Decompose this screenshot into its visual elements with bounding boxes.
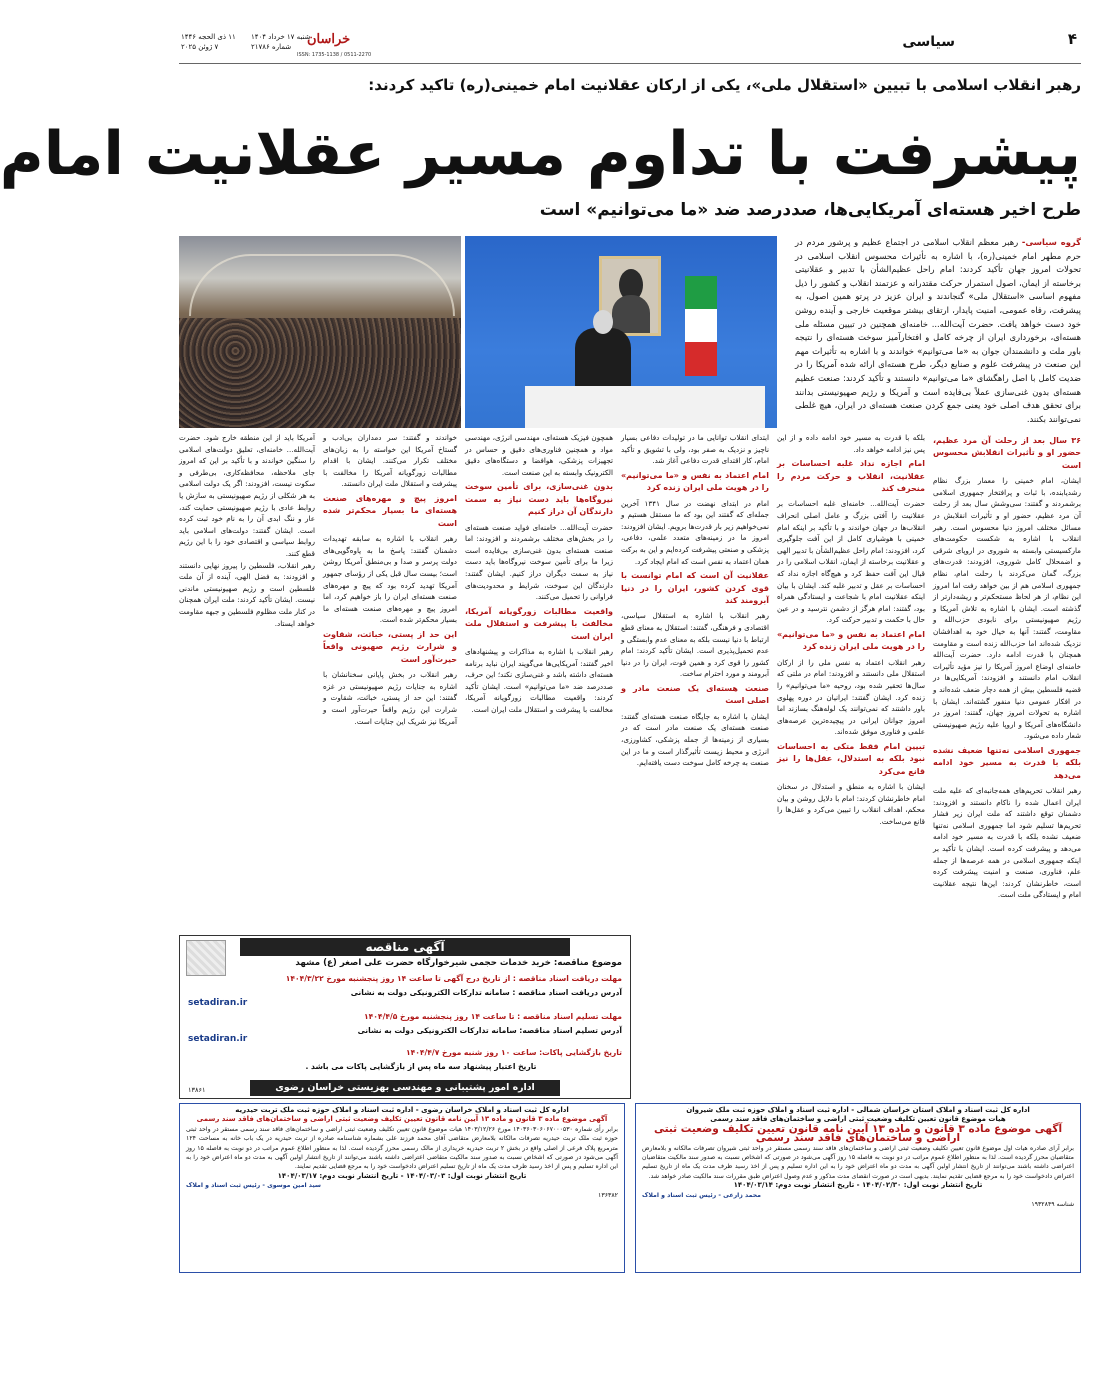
text-column-3 <box>621 432 769 928</box>
notice-dates: تاریخ انتشار نوبت اول: ۱۴۰۴/۰۲/۳۰ - تاریخ انتشار نوبت دوم: ۱۴۰۴/۰۳/۱۴ <box>733 1181 983 1190</box>
speaker-photo <box>465 236 777 428</box>
column-paragraph: ابتدای انقلاب توانایی ما در تولیدات دفاعی بسیار ناچیز و نزدیک به صفر بود، ولی با تشویق و تأکید امام، کار اقتدای قدرت دفاعی آغاز شد. <box>621 433 769 466</box>
registry-notice-right <box>635 1103 1081 1273</box>
column-paragraph: رهبر انقلاب اعتماد به نفس ملی را از ارکان استقلال ملی دانستند و افزودند: امام در ملتی که سال‌ها تحقیر شده بود، روحیه «ما می‌توانیم» را زنده کرد. ایشان گفتند: ایرانیان در دوره پهلوی باور داشتند که نمی‌توانند یک لوله‌هنگ بسازند اما امروز جوانان ایرانی در پیچیده‌ترین عرصه‌های علمی و فناوری موفق شده‌اند. <box>777 657 925 737</box>
ad-row: تاریخ بازگشایی پاکات: ساعت ۱۰ روز شنبه مورخ ۱۴۰۴/۴/۷ <box>405 1048 622 1057</box>
column-paragraph: رهبر انقلاب، فلسطین را پیروز نهایی دانستند و افزودند: به فضل الهی، آینده از آن ملت فلسطین است و رژیم صهیونیستی ماندنی نیست. ایشان تأکید کردند: ملت ایران همچنان در کنار ملت مظلوم فلسطین و جبهه مقاومت خواهد ایستاد. <box>179 560 315 628</box>
ad-title: آگهی مناقصه <box>240 938 570 956</box>
column-paragraph: رهبر انقلاب در بخش پایانی سخنانشان با اشاره به جنایات رژیم صهیونیستی در غزه گفتند: این حد از پستی، خباثت، شقاوت و شرارت این رژیم واقعاً حیرت‌آور است و آمریکا نیز شریک این جنایات است. <box>323 670 457 726</box>
notice-body: برابر رأی شماره ۱۴۰۳۶۰۳۰۶۰۶۷۰۰۰۵۳۰ مورخ ۱۴۰۳/۱۲/۲۶ هیات موضوع قانون تعیین تکلیف وضعیت ثبتی اراضی و ساختمان‌های فاقد سند رسمی مستقر در واحد ثبتی حوزه ثبت ملک تربت حیدریه تصرفات مالکانه بلامعارض متقاضی آقای محمد فرزند علی بشماره شناسنامه صادره از تربت حیدریه در یک باب خانه به مساحت ۱۲۴ مترمربع پلاک فرعی از اصلی واقع در بخش ۲ تربت حیدریه خریداری از مالک رسمی محرز گردیده است. لذا به منظور اطلاع عموم مراتب در دو نوبت به فاصله ۱۵ روز آگهی می‌شود در صورتی که اشخاص نسبت به صدور سند مالکیت متقاضی اعتراضی داشته باشند می‌توانند از تاریخ انتشار اولین آگهی به مدت دو ماه اعتراض خود را به این اداره تسلیم و پس از اخذ رسید ظرف مدت یک ماه از تاریخ تسلیم اعتراض دادخواست خود را به مرجع قضایی تقدیم نمایند. <box>186 1125 618 1171</box>
notice-signature: محمد زارعی - رئیس ثبت اسناد و املاک <box>642 1191 762 1199</box>
notice-dates: تاریخ انتشار نوبت اول: ۱۴۰۴/۰۳/۰۳ - تاریخ انتشار نوبت دوم: ۱۴۰۴/۰۳/۱۷ <box>277 1171 527 1180</box>
hijri-date: ۱۱ ذی الحجه ۱۴۴۶ <box>181 33 236 41</box>
notice-title: اداره کل ثبت اسناد و املاک خراسان رضوی - اداره ثبت اسناد و املاک حوزه ثبت ملک تربت حیدریه <box>235 1106 569 1114</box>
column-paragraph: رهبر انقلاب با اشاره به مذاکرات و پیشنهادهای اخیر گفتند: آمریکایی‌ها می‌گویند ایران نباید برنامه هسته‌ای داشته باشد و غنی‌سازی نکند؛ این حرف، صددرصد ضد «ما می‌توانیم» است. ایشان تأکید کردند: واقعیت مطالبات زورگویانه آمریکا، مخالفت با پیشرفت و استقلال ملت ایران است. <box>465 646 613 714</box>
column-subheading: بدون غنی‌سازی، برای تأمین سوخت نیروگاه‌ها باید دست نیاز به سمت دارندگان آن دراز کنیم <box>465 482 613 517</box>
text-column-4 <box>465 432 613 928</box>
column-paragraph: خواندند و گفتند: سر دمداران بی‌ادب و گستاخ آمریکا این خواسته را به زبان‌های مختلف تکرار می‌کنند. ایشان با اقدام مطالبات زورگویانه آمریکا را مخالفت با پیشرفت و استقلال ملت ایران دانستند. <box>323 433 457 489</box>
article-photo <box>179 236 777 428</box>
ad-row: تاریخ اعتبار پیشنهاد سه ماه پس از بازگشایی پاکات می باشد . <box>305 1062 537 1071</box>
notice-signature: سید امین موسوی - رئیس ثبت اسناد و املاک <box>186 1182 321 1190</box>
column-paragraph: رهبر انقلاب تحریم‌های همه‌جانبه‌ای که علیه ملت ایران اعمال شده را ناکام دانستند و افزودند: دشمنان توقع داشتند که ملت ایران زیر فشار تحریم‌ها تسلیم شود اما جمهوری اسلامی نه‌تنها ضعیف نشده بلکه با قدرت به مسیر خود ادامه می‌دهد و پیشرفت کرده است. ایشان با تأکید بر اینکه جمهوری اسلامی در همه عرصه‌ها از جمله علم، فناوری، صنعت و امنیت پیشرفت کرده است، خاطرنشان کردند: این‌ها نتیجه عقلانیت امام و ایستادگی ملت است. <box>933 786 1081 900</box>
column-subheading: عقلانیت آن است که امام توانست با قوی کردن کشور، ایران را در دنیا آبرومند کند <box>621 571 769 605</box>
column-subheading: امام اجازه نداد غلبه احساسات بر عقلانیت، انقلاب و حرکت مردم را منحرف کند <box>777 459 925 493</box>
ad-subject: موضوع مناقصه: خرید خدمات حجمی شیرخوارگاه حضرت علی اصغر (ع) مشهد <box>295 958 622 968</box>
article-lead <box>795 236 1081 424</box>
ad-footer: اداره امور پشتیبانی و مهندسی بهزیستی خراسان رضوی <box>250 1080 560 1096</box>
text-column-1 <box>933 432 1081 928</box>
page-number: ۴ <box>1067 30 1077 48</box>
column-subheading: امام اعتماد به نفس و «ما می‌توانیم» را در هویت ملی ایران زنده کرد <box>621 470 769 493</box>
column-paragraph: حضرت آیت‌الله... خامنه‌ای غلبه احساسات بر عقلانیت را آفتی بزرگ و عامل اصلی انحراف انقلاب‌ها در جهان خواندند و با تأکید بر اینکه امام خمینی با هوشیاری کامل از این آفت جلوگیری کرد، افزودند: امام راحل عظیم‌الشأن با تدبیر الهی و عقلانیت برخاسته از ایمان، انقلاب اسلامی را در قبال این آفت حفظ کرد و هیچ‌گاه اجازه نداد که احساسات بر عقل و تدبیر غلبه کند. ایشان با بیان اینکه عقلانیت امام با شجاعت و ایستادگی همراه بود، گفتند: امام هرگز از دشمن نترسید و در عین حال با حکمت و تدبیر حرکت کرد. <box>777 499 925 625</box>
column-paragraph: همچون فیزیک هسته‌ای، مهندسی انرژی، مهندسی مواد و همچنین فناوری‌های دقیق و حساس در تجهیزات پزشکی، هوافضا و دستگاه‌های دقیق الکترونیک وابسته به این صنعت است. <box>465 433 613 477</box>
alt-dates <box>181 32 236 52</box>
issue-number: شماره ۲۱۷۸۶ <box>251 43 292 51</box>
column-paragraph: ایشان با اشاره به منطق و استدلال در سخنان امام خاطرنشان کردند: امام با دلایل روشن و بیان محکم، اهداف انقلاب را تبیین می‌کرد و عقل‌ها را قانع می‌ساخت. <box>777 782 925 826</box>
ad-code: ۱۳۸۶۱ <box>188 1086 206 1094</box>
ad-row: مهلت دریافت اسناد مناقصه : از تاریخ درج آگهی تا ساعت ۱۴ روز پنجشنبه مورخ ۱۴۰۴/۳/۲۲ <box>285 974 622 983</box>
logo-subtitle: ISSN: 1735-1138 / 0511-2270 <box>297 52 372 58</box>
ad-url-link[interactable]: setadiran.ir <box>188 1034 248 1044</box>
org-logo-icon <box>186 940 226 976</box>
ad-row: مهلت تسلیم اسناد مناقصه : تا ساعت ۱۴ روز پنجشنبه مورخ ۱۴۰۴/۴/۵ <box>364 1012 622 1021</box>
column-subheading: امام اعتماد به نفس و «ما می‌توانیم» را در هویت ملی ایران زنده کرد <box>777 629 925 652</box>
column-subheading: ۳۶ سال بعد از رحلت آن مرد عظیم، حضور او و تأثیرات انقلابش محسوس است <box>933 436 1081 470</box>
column-subheading: جمهوری اسلامی نه‌تنها ضعیف نشده بلکه با قدرت به مسیر خود ادامه می‌دهد <box>933 745 1081 780</box>
issue-date: شنبه ۱۷ خرداد ۱۴۰۴ <box>251 33 311 41</box>
article-subhead: طرح اخیر هسته‌ای آمریکایی‌ها، صددرصد ضد «ما می‌توانیم» است <box>539 200 1081 220</box>
column-subheading: تبیین امام فقط متکی به احساسات نبود بلکه به استدلال، عقل‌ها را نیز قانع می‌کرد <box>777 741 925 776</box>
issue-info <box>251 32 310 52</box>
column-paragraph: رهبر انقلاب با اشاره به سابقه تهدیدات دشمنان گفتند: پاسخ ما به یاوه‌گویی‌های دولت پرسر و صدا و بی‌منطق آمریکا روشن است؛ بیست سال قبل یکی از رؤسای جمهور آمریکا تهدید کرده بود که پیچ و مهره‌های صنعت هسته‌ای ایران را باز خواهیم کرد، اما امروز پیچ و مهره‌های صنعت هسته‌ای ما بسیار محکم‌تر شده است. <box>323 534 457 625</box>
ad-row: آدرس دریافت اسناد مناقصه : سامانه تدارکات الکترونیکی دولت به نشانی <box>350 988 622 997</box>
lead-text: رهبر معظم انقلاب اسلامی در اجتماع عظیم و پرشور مردم در حرم مطهر امام خمینی(ره)، با اشاره به تأثیرات محسوس انقلاب اسلامی در تحولات امروز جهان تأکید کردند: امام راحل عظیم‌الشأن با تدبیر و عقلانیتی برخاسته از ایمان، اصول استمرار حرکت مقتدرانه و عزتمند انقلاب و کشور را ذیل مفهوم اساسی «استقلال ملی» گنجاندند و ایران عزیز در پرتو همین اصول، به پیشرفت، رفاه عمومی، امنیت پایدار، ارتقای بیشتر موقعیت خارجی و آینده روشن خود دست خواهد یافت. حضرت آیت‌الله... خامنه‌ای همچنین در تبیین مسئله ملی هسته‌ای، برخورداری ایران از چرخه کامل و افتخارآمیز سوخت هسته‌ای را نتیجه باور ملت و دانشمندان جوان به «ما می‌توانیم» خواندند و با اشاره به تأثیرات مهم این صنعت در پیشرفت علوم و صنایع دیگر، طرح هسته‌ای ارائه شده آمریکا را در ضدیت کامل با اصل راهگشای «ما می‌توانیم» دانستند و تأکید کردند: صنعت عظیم هسته‌ای بدون غنی‌سازی عملاً بی‌فایده است و آمریکا و رژیم صهیونیستی بدانند برای تحقق هدف اصلی خود یعنی جمع کردن صنعت هسته‌ای در ایران، هیچ غلطی نمی‌توانند بکنند. <box>795 237 1081 424</box>
section-title: سیاسی <box>902 34 955 50</box>
text-column-2 <box>777 432 925 928</box>
newspaper-logo: خراسان <box>307 32 351 47</box>
lead-source: گروه سیاسی- <box>1021 237 1081 247</box>
column-subheading: این حد از پستی، خباثت، شقاوت و شرارت رژیم صهیونی واقعاً حیرت‌آور است <box>323 629 457 664</box>
column-paragraph: امام در ابتدای نهضت در سال ۱۳۴۱ آخرین جمله‌ای که گفتند این بود که ما مستقل هستیم و نمی‌خواهیم زیر بار قدرت‌ها برویم. ایشان افزودند: امروز ما در زمینه‌های متعدد علمی، دفاعی، پزشکی و صنعتی پیشرفت کرده‌ایم و این به برکت همان اعتماد به نفس است که امام ایجاد کرد. <box>621 498 769 566</box>
column-paragraph: رهبر انقلاب با اشاره به استقلال سیاسی، اقتصادی و فرهنگی، گفتند: استقلال به معنای قطع ارتباط با دنیا نیست بلکه به معنای عدم وابستگی و عدم تحمیل‌پذیری است. ایشان تأکید کردند: امام کشور را قوی کرد و همین قوت، ایران را در دنیا آبرومند و مورد احترام ساخت. <box>621 611 769 679</box>
gregorian-date: ۷ ژوئن ۲۰۲۵ <box>181 43 219 51</box>
notice-subtitle: هیات موضوع قانون تعیین تکلیف وضعیت ثبتی اراضی و ساختمان‌های فاقد سند رسمی <box>710 1115 1006 1124</box>
column-paragraph: آمریکا باید از این منطقه خارج شود. حضرت آیت‌الله... خامنه‌ای، تعلیق دولت‌های اسلامی را سنگین خواندند و با تأکید بر این که امروز جای ملاحظه، محافظه‌کاری، بی‌طرفی و سکوت نیست، افزودند: اگر یک دولت اسلامی به هر شکلی از رژیم صهیونیستی به سازش یا روابط عادی با رژیم صهیونیستی حمایت کند، عار و ننگ ابدی آن را به نام خود ثبت کرده است. ایشان گفتند: دولت‌های اسلامی باید روابط سیاسی و اقتصادی خود را با این رژیم قطع کنند. <box>179 433 315 558</box>
notice-headline: آگهی موضوع ماده ۳ قانون و ماده ۱۳ آیین نامه قانون تعیین تکلیف وضعیت ثبتی اراضی و ساختمان‌های فاقد سند رسمی <box>653 1122 1063 1145</box>
page-header <box>179 26 1081 64</box>
notice-title: اداره کل ثبت اسناد و املاک استان خراسان شمالی - اداره ثبت اسناد و املاک حوزه ثبت ملک شیروان <box>686 1106 1030 1114</box>
ad-row: آدرس تسلیم اسناد مناقصه: سامانه تدارکات الکترونیکی دولت به نشانی <box>357 1026 622 1035</box>
article-kicker: رهبر انقلاب اسلامی با تبیین «استقلال ملی»، یکی از ارکان عقلانیت امام خمینی(ره) تاکید کردند: <box>368 76 1081 94</box>
tender-ad <box>179 935 631 1099</box>
column-subheading: صنعت هسته‌ای یک صنعت مادر و اصلی است <box>621 683 769 706</box>
notice-code: ۱۳۶۳۸۲ <box>598 1191 618 1199</box>
registry-notice-left <box>179 1103 625 1273</box>
crowd-photo <box>179 236 461 428</box>
column-subheading: واقعیت مطالبات زورگویانه آمریکا، مخالفت با پیشرفت و استقلال ملت ایران است <box>465 606 613 641</box>
podium <box>525 386 765 428</box>
article-headline: پیشرفت با تداوم مسیر عقلانیت امام <box>0 119 1081 189</box>
column-subheading: امروز پیچ و مهره‌های صنعت هسته‌ای ما بسیار محکم‌تر شده است <box>323 493 457 528</box>
column-paragraph: ایشان با اشاره به جایگاه صنعت هسته‌ای گفتند: صنعت هسته‌ای یک صنعت مادر است که در بسیاری از زمینه‌ها از جمله پزشکی، کشاورزی، انرژی و محیط زیست تأثیرگذار است و ما در این صنعت به چرخه کامل سوخت دست یافته‌ایم. <box>621 711 769 768</box>
iran-flag <box>685 276 717 376</box>
notice-subtitle: آگهی موضوع ماده ۳ قانون و ماده ۱۳ آیین نامه قانون تعیین تکلیف وضعیت ثبتی اراضی و ساختمان‌های فاقد سند رسمی <box>196 1115 608 1124</box>
text-column-5 <box>323 432 457 928</box>
ad-url-link[interactable]: setadiran.ir <box>188 998 248 1008</box>
column-paragraph: ایشان، امام خمینی را معمار بزرگ نظام رشدیابنده، با ثبات و پرافتخار جمهوری اسلامی برشمردند و گفتند: سی‌وشش سال بعد از رحلت آن مرد عظیم، حضور او و تأثیرات انقلابش در مسائل مختلف امروز دنیا محسوس است. رهبر انقلاب با اشاره به شکست حکومت‌های مارکسیستی وابسته به شوروی در اروپای شرقی و اضمحلال کامل شوروی، افزودند: قدرت‌های بزرگ، گمان می‌کردند با رحلت امام، نظام جمهوری اسلامی هم از بین خواهد رفت اما امروز این نظام، از هر لحاظ مستحکم‌تر و ریشه‌دارتر از گذشته است. ایشان با اشاره به تلاش آمریکا و رژیم صهیونیستی برای نابودی حزب‌الله و مقاومت، گفتند: آنها به خیال خود به اهدافشان نزدیک شده‌اند اما حزب‌الله زنده است و مقاومت همچنان با قدرت ادامه دارد. حضرت آیت‌الله خامنه‌ای اوضاع امروز آمریکا را نیز مؤید تأثیرات انقلاب امام دانستند و افزودند: آمریکایی‌ها در قضیه فلسطین بیش از همه دچار ضعف شده‌اند و در افکار عمومی دنیا منفور گشته‌اند. ایشان با اشاره به تحولات امروز جهان، گفتند: امروز در دانشگاه‌های آمریکا و اروپا علیه رژیم صهیونیستی شعار داده می‌شود. <box>933 476 1081 741</box>
column-paragraph: بلکه با قدرت به مسیر خود ادامه داده و از این پس نیز ادامه خواهد داد. <box>777 433 925 454</box>
text-column-6 <box>179 432 315 928</box>
notice-code: شناسه ۱۹۳۲۸۴۹ <box>1031 1201 1074 1209</box>
notice-body: برابر آرای صادره هیات اول موضوع قانون تعیین تکلیف وضعیت ثبتی اراضی و ساختمان‌های فاقد سند رسمی مستقر در واحد ثبتی شیروان تصرفات مالکانه و بلامعارض متقاضیان محرز گردیده است. لذا به منظور اطلاع عموم مراتب در دو نوبت به فاصله ۱۵ روز آگهی می‌شود در صورتی که اشخاص نسبت به صدور سند مالکیت متقاضیان اعتراضی داشته باشند می‌توانند از تاریخ انتشار اولین آگهی به مدت دو ماه اعتراض خود را به این اداره تسلیم و پس از اخذ رسید ظرف مدت یک ماه از تاریخ تسلیم اعتراض دادخواست خود را به مرجع قضایی تقدیم نمایند. بدیهی است در صورت انقضای مدت مذکور و عدم وصول اعتراض طبق مقررات سند مالکیت صادر خواهد شد. <box>642 1144 1074 1180</box>
column-paragraph: حضرت آیت‌الله... خامنه‌ای فواید صنعت هسته‌ای را در بخش‌های مختلف برشمردند و افزودند: اما صنعت هسته‌ای بدون غنی‌سازی بی‌فایده است زیرا ما برای تأمین سوخت نیروگاه‌ها باید دست نیاز به سمت دیگران دراز کنیم. ایشان گفتند: دارندگان این سوخت، شرایط و محدودیت‌های فراوانی را تحمیل می‌کنند. <box>465 522 613 602</box>
